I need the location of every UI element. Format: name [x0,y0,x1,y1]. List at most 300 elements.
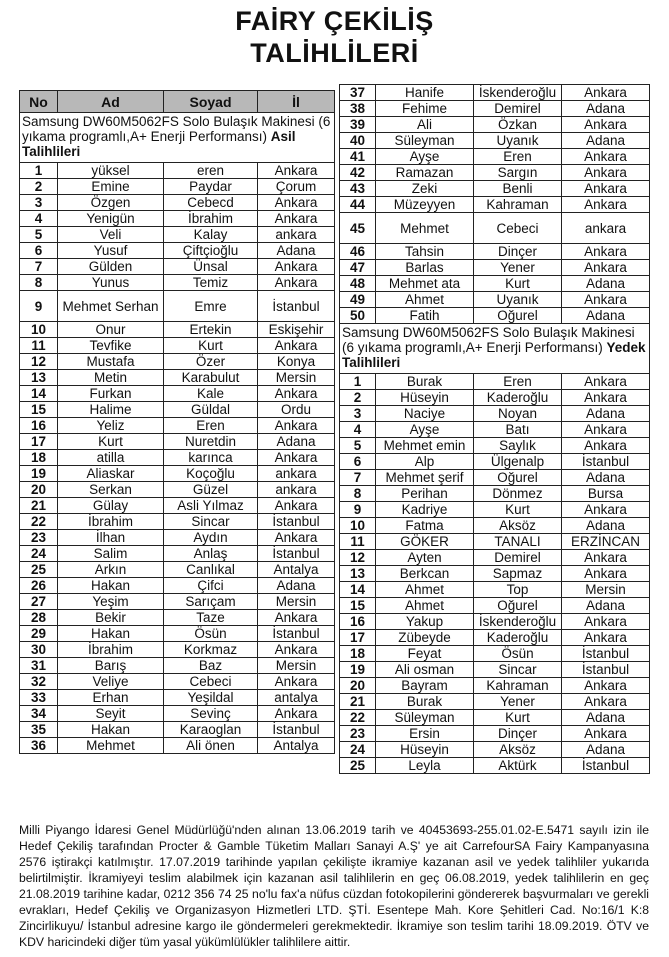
cell-soyad: Batı [474,422,562,438]
yedek-row [340,374,650,390]
cell-ad: İbrahim [58,642,164,658]
asil-row [20,354,335,370]
yedek-row [340,614,650,630]
cell-il: İstanbul [258,291,335,322]
cell-ad: Yusuf [58,243,164,259]
cell-il: Konya [258,354,335,370]
yedek-row [340,630,650,646]
cell-soyad: Cebeci [474,213,562,244]
cell-no: 7 [20,259,58,275]
cell-soyad: Kurt [164,338,258,354]
cell-soyad: Oğurel [474,308,562,324]
cell-il: Ankara [258,642,335,658]
asil-row [20,195,335,211]
cell-ad: Hüseyin [376,390,474,406]
cell-no: 46 [340,244,376,260]
cell-soyad: Aydın [164,530,258,546]
cell-soyad: Kahraman [474,678,562,694]
cell-no: 13 [340,566,376,582]
cell-no: 30 [20,642,58,658]
cell-ad: Yunus [58,275,164,291]
cell-soyad: eren [164,163,258,179]
cell-ad: Müzeyyen [376,197,474,213]
cell-no: 14 [340,582,376,598]
yedek-row [340,486,650,502]
cell-ad: Barış [58,658,164,674]
yedek-row [340,390,650,406]
page-subtitle: TALİHLİLERİ [250,38,419,68]
cell-soyad: Emre [164,291,258,322]
yedek-row [340,406,650,422]
cell-no: 10 [340,518,376,534]
cell-il: Ankara [562,438,650,454]
header-il: İl [258,91,335,113]
cell-soyad: Paydar [164,179,258,195]
cell-ad: Fatih [376,308,474,324]
cell-soyad: Canlıkal [164,562,258,578]
asil-row [20,674,335,690]
cell-no: 1 [20,163,58,179]
cell-ad: Ahmet [376,582,474,598]
cell-no: 11 [20,338,58,354]
cell-soyad: Karaoglan [164,722,258,738]
cell-ad: Bayram [376,678,474,694]
yedek-row [340,534,650,550]
cell-ad: Halime [58,402,164,418]
cell-soyad: Kale [164,386,258,402]
cell-no: 3 [340,406,376,422]
asil-section-title: Samsung DW60M5062FS Solo Bulaşık Makinesi (6 yıkama programlı,A+ Enerji Performansı) Asil Talihlileri [20,113,335,163]
cell-il: Ankara [562,165,650,181]
cell-no: 1 [340,374,376,390]
asil-row [20,338,335,354]
cell-ad: Onur [58,322,164,338]
cell-il: Ankara [562,197,650,213]
cell-no: 4 [340,422,376,438]
cell-soyad: Benli [474,181,562,197]
cell-no: 5 [20,227,58,243]
cell-ad: Hüseyin [376,742,474,758]
cell-il: Ankara [562,726,650,742]
cell-no: 34 [20,706,58,722]
cell-no: 21 [340,694,376,710]
cell-il: Ankara [258,259,335,275]
cell-soyad: Kalay [164,227,258,243]
cell-ad: Erhan [58,690,164,706]
footer-text: Milli Piyango İdaresi Genel Müdürlüğü'nden alınan 13.06.2019 tarih ve 40453693-255.01.02-E.5471 sayılı izin ile Hedef Çekiliş tarafından Procter & Gamble Tüketim Malları Sanayi A.Ş' ye ait CarrefourSA Fairy Kampanyasına 2576 iştirakçi katılmıştır. 17.07.2019 tarihinde yapılan çekilişte ikramiye kazanan asil ve yedek talihliler yukarıda belirtilmiştir. İkramiyeyi teslim alabilmek için kazanan asil talihlilerin en geç 06.08.2019, yedek talihlilerin en geç 21.08.2019 tarihine kadar, 0212 356 74 25 no'lu fax'a nüfus cüzdan fotokopilerini göndererek başvurmaları ve gerekli evrakları, Hedef Çekiliş ve Organizasyon Hizmetleri LTD. ŞTİ. Esentepe Mah. Kore Şehitleri Cad. No:16/1 K:8 Zincirlikuyu/ İstanbul adresine kargo ile göndermeleri gerekmektedir. İkramiye son teslim tarihi 18.09.2019. ÖTV ve KDV haricindeki diğer tüm yasal yükümlülükler talihlilere aittir. [19,823,649,949]
asil-row [20,275,335,291]
cell-ad: Ali osman [376,662,474,678]
cell-il: Ankara [562,390,650,406]
cell-ad: Perihan [376,486,474,502]
cell-no: 23 [20,530,58,546]
asil-row [20,402,335,418]
cell-soyad: Özkan [474,117,562,133]
cell-ad: GÖKER [376,534,474,550]
cell-soyad: Kurt [474,710,562,726]
cell-il: Ankara [258,386,335,402]
cell-il: Ankara [258,418,335,434]
cell-il: İstanbul [562,454,650,470]
cell-il: Ankara [258,610,335,626]
cell-soyad: Eren [474,374,562,390]
cell-ad: Hakan [58,578,164,594]
asil-row [20,530,335,546]
cell-il: Ankara [562,374,650,390]
cell-ad: Ayten [376,550,474,566]
asil-row [20,179,335,195]
cell-il: Adana [562,406,650,422]
cell-soyad: Ali önen [164,738,258,754]
cell-soyad: Sincar [164,514,258,530]
cell-soyad: Oğurel [474,470,562,486]
cell-il: Ankara [258,163,335,179]
cell-il: ankara [258,227,335,243]
cell-ad: Mehmet şerif [376,470,474,486]
asil-row [20,626,335,642]
cell-il: İstanbul [258,626,335,642]
cell-il: Eskişehir [258,322,335,338]
asil-row [20,690,335,706]
cell-ad: Burak [376,374,474,390]
cell-il: Ankara [562,422,650,438]
cell-il: ERZİNCAN [562,534,650,550]
asil-table-right [339,84,650,774]
cell-il: Ankara [258,530,335,546]
cell-il: Ankara [562,694,650,710]
cell-ad: Özgen [58,195,164,211]
yedek-row [340,566,650,582]
cell-ad: Veli [58,227,164,243]
cell-soyad: TANALI [474,534,562,550]
cell-il: İstanbul [562,758,650,774]
asil-row [340,165,650,181]
cell-ad: İlhan [58,530,164,546]
cell-no: 18 [20,450,58,466]
cell-il: Ankara [562,244,650,260]
asil-row [20,322,335,338]
cell-no: 36 [20,738,58,754]
cell-ad: Mehmet [58,738,164,754]
asil-row [20,434,335,450]
cell-il: Antalya [258,738,335,754]
cell-no: 6 [340,454,376,470]
cell-no: 8 [20,275,58,291]
cell-no: 10 [20,322,58,338]
cell-no: 9 [20,291,58,322]
cell-ad: Ramazan [376,165,474,181]
cell-il: antalya [258,690,335,706]
cell-soyad: Top [474,582,562,598]
cell-il: ankara [562,213,650,244]
cell-no: 12 [340,550,376,566]
cell-il: Ankara [258,211,335,227]
cell-ad: Furkan [58,386,164,402]
cell-no: 14 [20,386,58,402]
cell-no: 38 [340,101,376,117]
asil-row [340,117,650,133]
cell-no: 11 [340,534,376,550]
cell-il: Ankara [562,292,650,308]
cell-ad: Yenigün [58,211,164,227]
cell-soyad: Oğurel [474,598,562,614]
cell-soyad: Aktürk [474,758,562,774]
cell-ad: atilla [58,450,164,466]
cell-il: Adana [562,518,650,534]
cell-soyad: İskenderoğlu [474,614,562,630]
cell-soyad: Dönmez [474,486,562,502]
cell-no: 16 [20,418,58,434]
cell-ad: Hakan [58,722,164,738]
cell-ad: Yeşim [58,594,164,610]
cell-soyad: Yeşildal [164,690,258,706]
cell-ad: Ahmet [376,292,474,308]
asil-row [20,514,335,530]
cell-soyad: Yener [474,260,562,276]
yedek-row [340,422,650,438]
asil-row [20,610,335,626]
cell-ad: Fatma [376,518,474,534]
cell-soyad: Demirel [474,101,562,117]
asil-row [340,292,650,308]
asil-row [20,259,335,275]
cell-soyad: Çifci [164,578,258,594]
cell-il: Ankara [258,498,335,514]
cell-soyad: Dinçer [474,244,562,260]
cell-ad: Burak [376,694,474,710]
cell-ad: Süleyman [376,133,474,149]
cell-il: Adana [562,276,650,292]
cell-ad: Ersin [376,726,474,742]
section-bold-label: Asil Talihlileri [22,129,296,159]
cell-ad: Barlas [376,260,474,276]
cell-il: Ankara [562,550,650,566]
cell-ad: Kadriye [376,502,474,518]
asil-row [340,308,650,324]
cell-ad: Zeki [376,181,474,197]
asil-row [20,658,335,674]
cell-no: 27 [20,594,58,610]
cell-il: Adana [562,470,650,486]
cell-soyad: Uyanık [474,292,562,308]
cell-ad: Hanife [376,85,474,101]
cell-soyad: Baz [164,658,258,674]
asil-row [20,642,335,658]
asil-row [20,163,335,179]
cell-ad: İbrahim [58,514,164,530]
cell-il: Mersin [258,658,335,674]
cell-il: Ankara [562,85,650,101]
yedek-row [340,646,650,662]
asil-row [340,133,650,149]
cell-soyad: Çiftçioğlu [164,243,258,259]
yedek-row [340,662,650,678]
cell-no: 22 [20,514,58,530]
cell-il: ankara [258,482,335,498]
cell-soyad: Özer [164,354,258,370]
asil-row [340,181,650,197]
cell-no: 24 [20,546,58,562]
cell-soyad: Ünsal [164,259,258,275]
cell-ad: Mehmet emin [376,438,474,454]
cell-il: Adana [562,598,650,614]
cell-soyad: Ertekin [164,322,258,338]
cell-soyad: karınca [164,450,258,466]
cell-no: 42 [340,165,376,181]
yedek-row [340,678,650,694]
cell-il: Adana [562,308,650,324]
cell-ad: Mustafa [58,354,164,370]
cell-no: 32 [20,674,58,690]
cell-no: 25 [20,562,58,578]
cell-il: Ankara [562,566,650,582]
cell-ad: Metin [58,370,164,386]
cell-soyad: Aksöz [474,518,562,534]
cell-ad: Tevfike [58,338,164,354]
header-ad: Ad [58,91,164,113]
yedek-row [340,694,650,710]
cell-soyad: Kaderoğlu [474,390,562,406]
cell-soyad: Güldal [164,402,258,418]
cell-no: 16 [340,614,376,630]
cell-no: 50 [340,308,376,324]
asil-row [20,243,335,259]
asil-row [20,722,335,738]
cell-il: Mersin [258,370,335,386]
cell-soyad: Karabulut [164,370,258,386]
cell-soyad: Kurt [474,502,562,518]
cell-il: Ankara [562,678,650,694]
cell-soyad: Taze [164,610,258,626]
cell-no: 24 [340,742,376,758]
yedek-row [340,742,650,758]
cell-soyad: Koçoğlu [164,466,258,482]
cell-ad: Gülden [58,259,164,275]
cell-il: Ankara [562,149,650,165]
cell-soyad: Ösün [164,626,258,642]
cell-no: 17 [340,630,376,646]
cell-no: 40 [340,133,376,149]
asil-row [20,227,335,243]
cell-ad: Salim [58,546,164,562]
cell-soyad: Sincar [474,662,562,678]
yedek-row [340,438,650,454]
cell-ad: Ahmet [376,598,474,614]
cell-no: 2 [340,390,376,406]
cell-ad: Mehmet [376,213,474,244]
cell-soyad: Sevinç [164,706,258,722]
cell-no: 41 [340,149,376,165]
cell-soyad: Cebecd [164,195,258,211]
yedek-row [340,726,650,742]
cell-soyad: Eren [474,149,562,165]
cell-soyad: Noyan [474,406,562,422]
cell-no: 13 [20,370,58,386]
asil-row [340,213,650,244]
cell-il: İstanbul [562,662,650,678]
cell-ad: Leyla [376,758,474,774]
cell-il: Ankara [562,614,650,630]
asil-row [20,546,335,562]
cell-il: İstanbul [562,646,650,662]
cell-no: 8 [340,486,376,502]
asil-row [20,562,335,578]
cell-il: Ordu [258,402,335,418]
cell-il: Adana [562,133,650,149]
cell-no: 39 [340,117,376,133]
cell-ad: Alp [376,454,474,470]
cell-no: 20 [20,482,58,498]
cell-no: 4 [20,211,58,227]
cell-soyad: Saylık [474,438,562,454]
cell-ad: Süleyman [376,710,474,726]
cell-soyad: Korkmaz [164,642,258,658]
cell-ad: Fehime [376,101,474,117]
yedek-row [340,598,650,614]
cell-soyad: Kurt [474,276,562,292]
cell-ad: Bekir [58,610,164,626]
cell-no: 21 [20,498,58,514]
yedek-row [340,502,650,518]
cell-il: İstanbul [258,722,335,738]
cell-no: 31 [20,658,58,674]
cell-soyad: İbrahim [164,211,258,227]
yedek-section-title: Samsung DW60M5062FS Solo Bulaşık Makinesi (6 yıkama programlı,A+ Enerji Performansı) Yedek Talihlileri [340,324,650,374]
header-soyad: Soyad [164,91,258,113]
cell-soyad: Kaderoğlu [474,630,562,646]
yedek-row [340,582,650,598]
cell-no: 28 [20,610,58,626]
asil-row [340,244,650,260]
cell-no: 29 [20,626,58,642]
cell-soyad: Ülgenalp [474,454,562,470]
asil-row [20,738,335,754]
asil-row [20,291,335,322]
cell-il: Ankara [562,502,650,518]
asil-row [20,211,335,227]
cell-il: Adana [258,243,335,259]
cell-ad: Emine [58,179,164,195]
cell-no: 44 [340,197,376,213]
cell-no: 19 [20,466,58,482]
cell-ad: Aliaskar [58,466,164,482]
cell-il: Çorum [258,179,335,195]
asil-row [340,101,650,117]
cell-no: 18 [340,646,376,662]
cell-no: 35 [20,722,58,738]
cell-il: Adana [258,434,335,450]
asil-row [340,276,650,292]
cell-il: Adana [562,742,650,758]
asil-row [20,386,335,402]
cell-il: ankara [258,466,335,482]
cell-no: 33 [20,690,58,706]
asil-row [340,197,650,213]
cell-ad: Zübeyde [376,630,474,646]
yedek-row [340,518,650,534]
cell-il: Ankara [258,338,335,354]
cell-no: 37 [340,85,376,101]
cell-il: Ankara [258,195,335,211]
cell-no: 20 [340,678,376,694]
cell-ad: Feyat [376,646,474,662]
asil-row [340,85,650,101]
cell-ad: Arkın [58,562,164,578]
cell-ad: Serkan [58,482,164,498]
cell-ad: Kurt [58,434,164,450]
cell-il: Ankara [562,117,650,133]
cell-soyad: Ösün [474,646,562,662]
